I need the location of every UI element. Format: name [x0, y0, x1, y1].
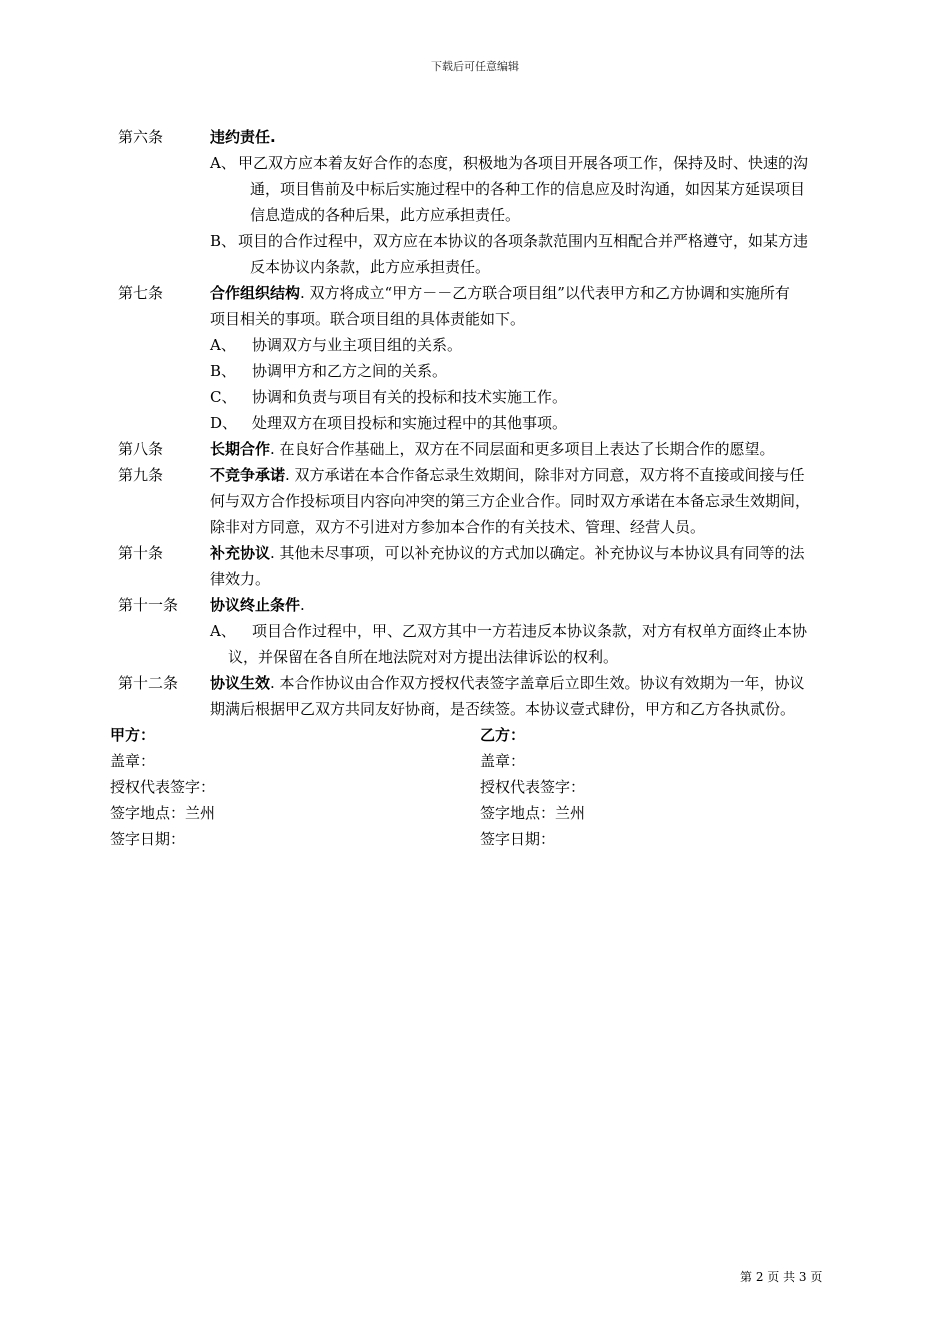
party-b-rep: 授权代表签字：	[480, 778, 586, 796]
clause-title: 协议生效	[210, 674, 271, 692]
clause-text: 项目相关的事项。联合项目组的具体责能如下。	[210, 310, 526, 328]
item-text: 通，项目售前及中标后实施过程中的各种工作的信息应及时沟通，如因某方延误项目	[250, 180, 806, 198]
item-label: A、	[210, 154, 236, 172]
item-label: D、	[210, 414, 238, 432]
item-text: 项目的合作过程中，双方应在本协议的各项条款范围内互相配合并严格遵守，如某方违	[238, 232, 809, 250]
clause-number: 第六条	[118, 128, 164, 146]
item-label: A、	[210, 336, 236, 354]
clause-number: 第十条	[118, 544, 164, 562]
item-label: A、	[210, 622, 236, 640]
clause-text: .	[300, 596, 305, 614]
party-b-place: 签字地点：兰州	[480, 804, 586, 822]
clause-text: 除非对方同意，双方不引进对方参加本合作的有关技术、管理、经营人员。	[210, 518, 706, 536]
clause-title: 补充协议	[210, 544, 271, 562]
party-b-seal: 盖章：	[480, 752, 526, 770]
item-text: 议，并保留在各自所在地法院对对方提出法律诉讼的权利。	[228, 648, 619, 666]
clause-text: . 双方将成立“甲方－－乙方联合项目组”以代表甲方和乙方协调和实施所有	[300, 284, 790, 302]
item-label: B、	[210, 362, 237, 380]
item-label: B、	[210, 232, 237, 250]
clause-text: . 本合作协议由合作双方授权代表签字盖章后立即生效。协议有效期为一年，协议	[270, 674, 805, 692]
clause-number: 第八条	[118, 440, 164, 458]
clause-number: 第九条	[118, 466, 164, 484]
party-b-title: 乙方：	[480, 726, 526, 744]
page-header: 下载后可任意编辑	[431, 60, 519, 73]
clause-text: . 双方承诺在本合作备忘录生效期间，除非对方同意，双方将不直接或间接与任	[285, 466, 805, 484]
clause-line	[210, 594, 305, 616]
clause-text: 何与双方合作投标项目内容向冲突的第三方企业合作。同时双方承诺在本备忘录生效期间，	[210, 492, 811, 510]
item-text: 协调甲方和乙方之间的关系。	[252, 362, 448, 380]
party-a-title: 甲方：	[110, 726, 156, 744]
item-text: 甲乙双方应本着友好合作的态度，积极地为各项目开展各项工作，保持及时、快速的沟	[238, 154, 809, 172]
party-b-date: 签字日期：	[480, 830, 556, 848]
clause-line	[210, 464, 805, 486]
clause-title: 不竞争承诺	[210, 466, 286, 484]
clause-text: . 在良好合作基础上，双方在不同层面和更多项目上表达了长期合作的愿望。	[270, 440, 775, 458]
party-a-place: 签字地点：兰州	[110, 804, 216, 822]
item-text: 项目合作过程中，甲、乙双方其中一方若违反本协议条款，对方有权单方面终止本协	[252, 622, 808, 640]
item-text: 信息造成的各种后果，此方应承担责任。	[250, 206, 521, 224]
page-number: 第 2 页 共 3 页	[740, 1270, 823, 1284]
clause-line	[210, 282, 790, 304]
item-text: 协调双方与业主项目组的关系。	[252, 336, 463, 354]
clause-line	[210, 438, 775, 460]
clause-title: 合作组织结构	[210, 284, 301, 302]
item-text: 协调和负责与项目有关的投标和技术实施工作。	[252, 388, 568, 406]
clause-line	[210, 672, 805, 694]
clause-number: 第七条	[118, 284, 164, 302]
clause-number: 第十二条	[118, 674, 179, 692]
clause-title: 长期合作	[210, 440, 271, 458]
clause-title: 违约责任.	[210, 128, 276, 146]
item-label: C、	[210, 388, 237, 406]
clause-title: 协议终止条件	[210, 596, 301, 614]
party-a-seal: 盖章：	[110, 752, 156, 770]
clause-text: . 其他未尽事项，可以补充协议的方式加以确定。补充协议与本协议具有同等的法	[270, 544, 805, 562]
item-text: 反本协议内条款，此方应承担责任。	[250, 258, 491, 276]
party-a-date: 签字日期：	[110, 830, 186, 848]
party-a-rep: 授权代表签字：	[110, 778, 216, 796]
clause-line	[210, 542, 805, 564]
clause-number: 第十一条	[118, 596, 179, 614]
item-text: 处理双方在项目投标和实施过程中的其他事项。	[252, 414, 568, 432]
clause-text: 律效力。	[210, 570, 271, 588]
clause-text: 期满后根据甲乙双方共同友好协商，是否续签。本协议壹式肆份，甲方和乙方各执贰份。	[210, 700, 796, 718]
